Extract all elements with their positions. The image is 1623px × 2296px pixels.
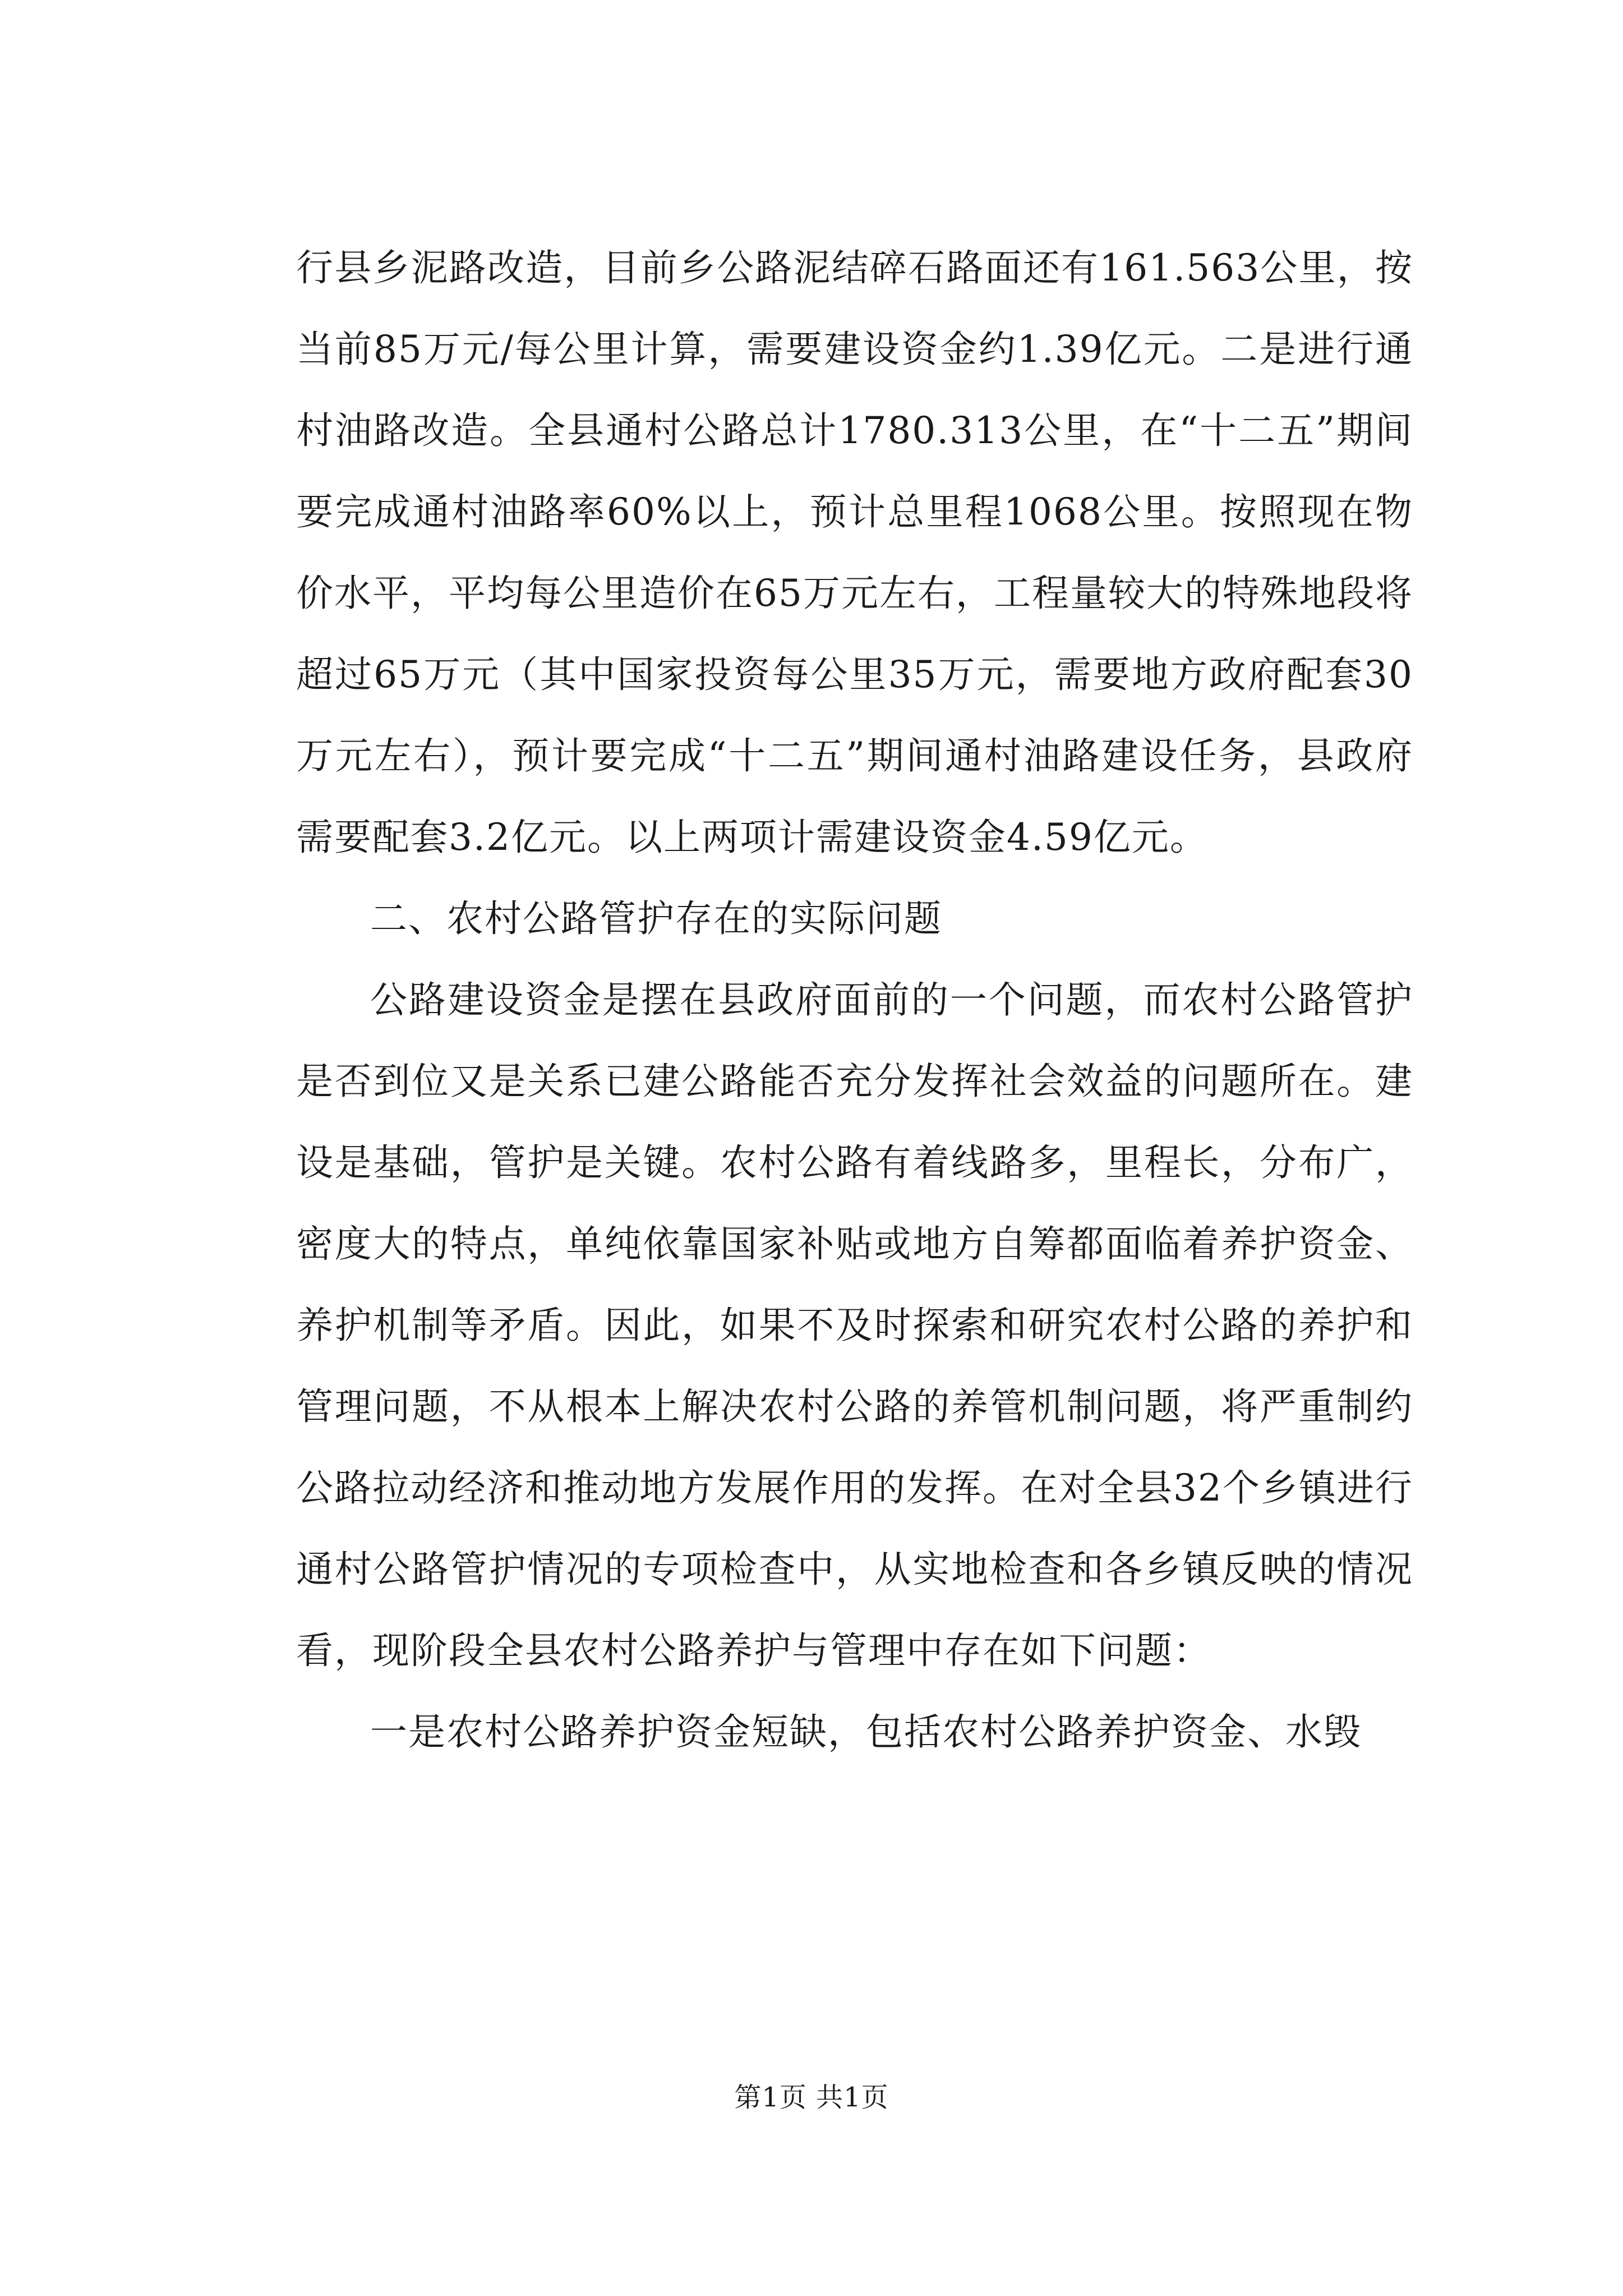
paragraph-item-one: 一是农村公路养护资金短缺，包括农村公路养护资金、水毁	[370, 1710, 1362, 1754]
paragraph-continuation: 行县乡泥路改造，目前乡公路泥结碎石路面还有161.563公里，按当前85万元/每公里计算，需要建设资金约1.39亿元。二是进行通村油路改造。全县通村公路总计1780.313公里，在“十二五”期间要完成通村油路率60%以上，预计总里程1068公里。按照现在物价水平，平均每公里造价在65万元左右，工程量较大的特殊地段将超过65万元（其中国家投资每公里35万元，需要地方政府配套30万元左右），预计要完成“十二五”期间通村油路建设任务，县政府需要配套3.2亿元。以上两项计需建设资金4.59亿元。	[296, 246, 1413, 859]
page-number-footer: 第1页 共1页	[734, 2082, 889, 2113]
section-heading: 二、农村公路管护存在的实际问题	[370, 897, 942, 940]
paragraph-body: 公路建设资金是摆在县政府面前的一个问题，而农村公路管护是否到位又是关系已建公路能否充分发挥社会效益的问题所在。建设是基础，管护是关键。农村公路有着线路多，里程长，分布广，密度大的特点，单纯依靠国家补贴或地方自筹都面临着养护资金、养护机制等矛盾。因此，如果不及时探索和研究农村公路的养护和管理问题，不从根本上解决农村公路的养管机制问题，将严重制约公路拉动经济和推动地方发展作用的发挥。在对全县32个乡镇进行通村公路管护情况的专项检查中，从实地检查和各乡镇反映的情况看，现阶段全县农村公路养护与管理中存在如下问题：	[296, 978, 1413, 1672]
document-body	[296, 227, 1413, 1773]
